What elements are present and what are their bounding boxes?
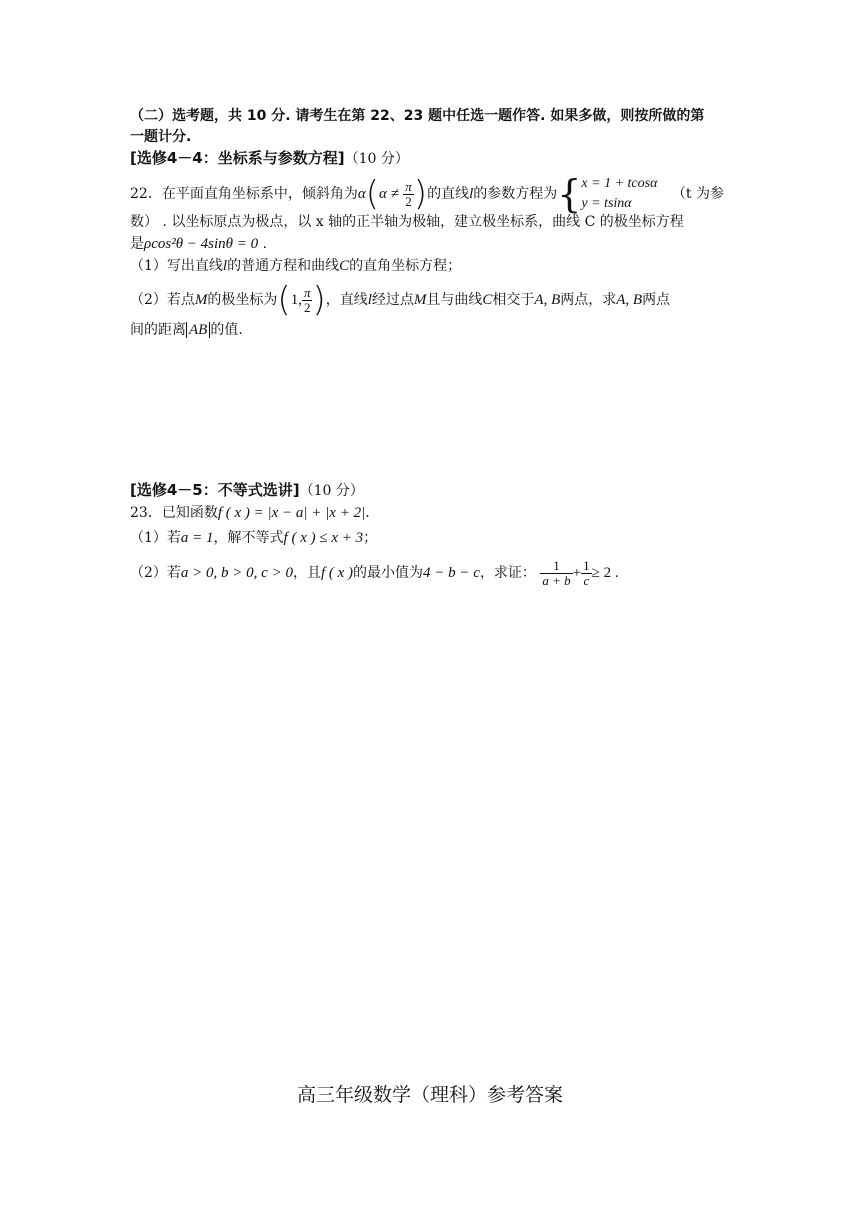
section-44-score: （10 分）: [344, 151, 409, 167]
q22-text: 的直线: [427, 186, 470, 202]
section-45-header: [130, 480, 364, 501]
frac-num: 1: [540, 559, 572, 574]
section-45-title: [选修4－5：不等式选讲]: [130, 481, 300, 499]
q23-line1: [130, 503, 370, 523]
left-paren: (: [365, 174, 379, 214]
q23-p2-text: 的最小值为: [353, 565, 424, 581]
frac-den: a + b: [542, 572, 571, 588]
q22-p2-text: 相交于: [492, 292, 535, 308]
q23-p1-text: （1）若: [130, 530, 181, 546]
condition-abc: a > 0, b > 0, c > 0: [180, 565, 293, 581]
q22-p1-text: 的直角坐标方程；: [349, 258, 462, 274]
q23-part1: [130, 528, 377, 548]
frac-num: π: [405, 178, 412, 194]
answer-key-title: 高三年级数学（理科）参考答案: [296, 1084, 563, 1106]
q22-p2-text: 两点，求: [560, 292, 617, 308]
right-paren: ): [312, 280, 326, 320]
q22-part2-cont: [130, 320, 243, 340]
q22-p2-text: （2）若点: [130, 292, 195, 308]
line-l: l: [469, 186, 474, 202]
frac-den: 2: [405, 193, 412, 209]
line-l: l: [222, 258, 228, 274]
point-m: M: [194, 292, 208, 308]
plus-sign: +: [572, 565, 582, 581]
q22-text: 是: [130, 236, 144, 252]
q22-p3-text: 间的距离: [130, 322, 186, 338]
min-value: 4 − b − c: [423, 565, 480, 581]
q22-line1: [130, 172, 724, 216]
distance-ab: AB: [186, 322, 210, 338]
q22-p2-text: 且与曲线: [426, 292, 483, 308]
q22-line3: [130, 234, 267, 254]
frac-num: π: [303, 284, 311, 300]
points-ab: A, B: [534, 292, 561, 308]
q23-p2-text: ，求证：: [479, 565, 536, 581]
left-paren: (: [277, 280, 291, 320]
line-l: l: [367, 292, 372, 308]
q22-line2: 数） . 以坐标原点为极点，以 x 轴的正半轴为极轴，建立极坐标系，曲线 C 的极坐标方程: [130, 214, 684, 230]
point-m: M: [413, 292, 427, 308]
parametric-system: [581, 174, 657, 214]
q22-p3-text: 的值.: [210, 322, 243, 338]
q22-p1-text: （1）写出直线: [130, 258, 223, 274]
points-ab: A, B: [616, 292, 643, 308]
geq-2: ≥ 2 .: [591, 565, 619, 581]
q22-text: 的参数方程为: [473, 186, 558, 202]
q23-p1-text: ；: [363, 530, 378, 546]
inequality: f ( x ) ≤ x + 3: [283, 530, 364, 546]
q23-part2: [130, 556, 619, 590]
q22-p2-text: 两点: [642, 292, 671, 308]
q22-text: .: [258, 236, 268, 252]
q22-alpha-neq: α ≠: [378, 186, 399, 202]
section-44-header: [130, 148, 409, 169]
fraction-pi-over-2: [403, 180, 414, 209]
frac-den: 2: [303, 299, 311, 315]
q22-part1: [130, 256, 461, 276]
section-45-score: （10 分）: [299, 483, 364, 499]
q22-alpha: α: [357, 186, 366, 202]
q22-p2-text: 的极坐标为: [207, 292, 278, 308]
q22-text: （t 为参: [671, 186, 724, 202]
q23-p1-text: ，解不等式: [213, 530, 284, 546]
q22-p1-text: 的普通方程和曲线: [227, 258, 340, 274]
param-eq-x: x = 1 + tcosα: [581, 176, 658, 191]
part2-instruction-line1: （二）选考题，共 10 分. 请考生在第 22、23 题中任选一题作答. 如果多做，则按所做的第: [130, 108, 705, 124]
condition-a: a = 1: [180, 530, 214, 546]
polar-equation: ρcos²θ − 4sinθ = 0: [144, 236, 259, 252]
q23-p2-text: ，且: [292, 565, 321, 581]
q23-text: .: [365, 505, 370, 521]
q23-text: 23．已知函数: [130, 505, 218, 521]
curve-c: C: [339, 258, 350, 274]
fraction-1-over-a-plus-b: [540, 559, 572, 588]
fraction-pi-over-2: [302, 286, 313, 315]
curve-c: C: [482, 292, 493, 308]
part2-instruction-line2: 一题计分.: [130, 129, 192, 145]
q22-part2: [130, 280, 671, 320]
function-f: f ( x ): [320, 565, 354, 581]
left-brace: {: [557, 172, 582, 216]
fraction-1-over-c: [581, 559, 592, 588]
param-eq-y: y = tsinα: [581, 196, 632, 211]
function-f: f ( x ) = |x − a| + |x + 2|: [217, 505, 366, 521]
frac-num: 1: [583, 557, 590, 573]
right-paren: ): [413, 174, 428, 214]
q22-text: 22．在平面直角坐标系中，倾斜角为: [130, 186, 358, 202]
polar-r: 1,: [290, 292, 302, 308]
q23-p2-text: （2）若: [130, 565, 181, 581]
frac-den: c: [583, 572, 590, 588]
q22-p2-text: ，直线: [325, 292, 368, 308]
q22-p2-text: 经过点: [371, 292, 414, 308]
section-44-title: [选修4－4：坐标系与参数方程]: [130, 149, 345, 167]
